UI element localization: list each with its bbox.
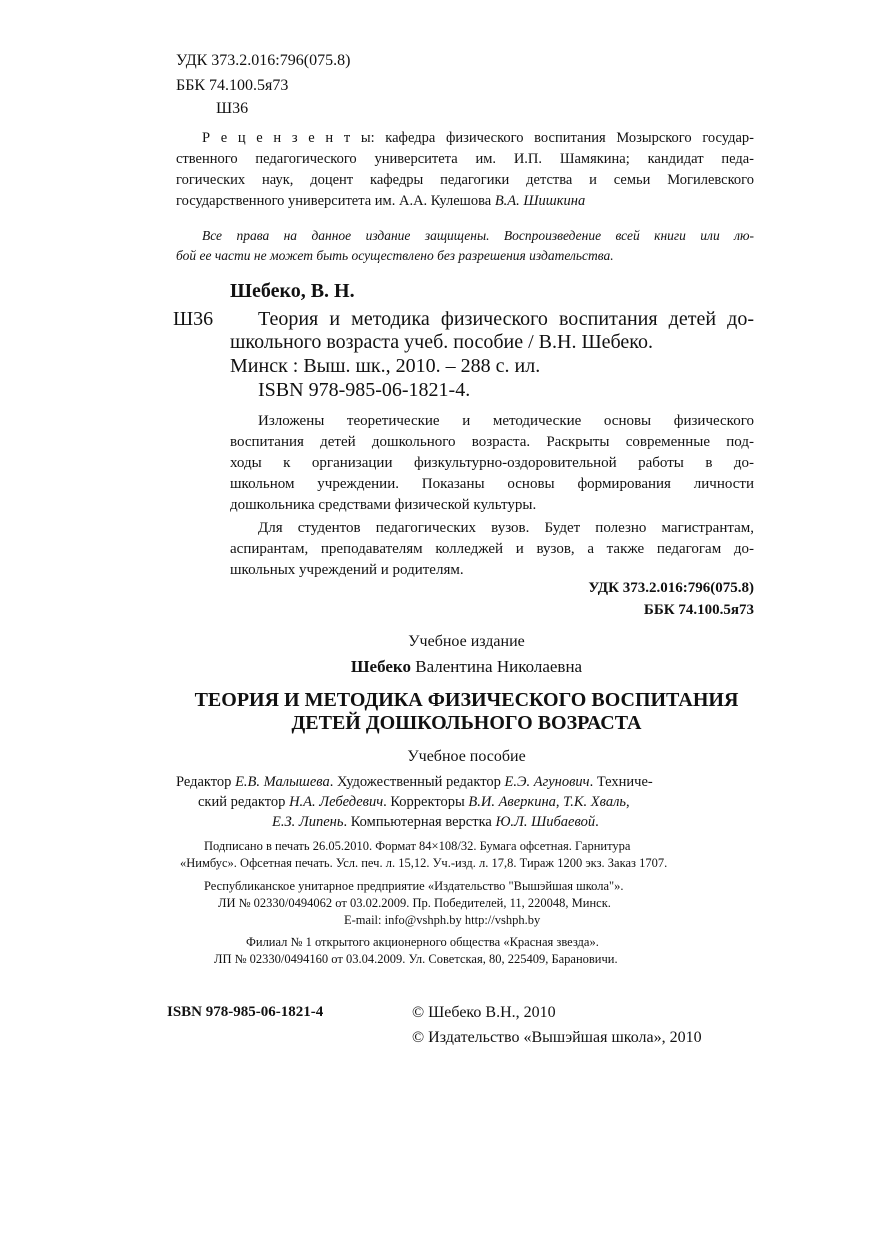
audience-line: Для студентов педагогических вузов. Будет полезно магистрантам,	[258, 520, 754, 536]
book-title-line2: ДЕТЕЙ ДОШКОЛЬНОГО ВОЗРАСТА	[291, 712, 642, 734]
rights-line: Все права на данное издание защищены. Воспроизведение всей книги или лю-	[202, 228, 754, 243]
person-name: Ю.Л. Шибаевой	[495, 814, 596, 830]
bbk-code: ББК 74.100.5я73	[176, 77, 289, 94]
printer-line: Филиал № 1 открытого акционерного общества «Красная звезда».	[246, 935, 599, 949]
audience-line: школьных учреждений и родителям.	[230, 562, 464, 578]
audience-line: аспирантам, преподавателям колледжей и вузов, а также педагогам до-	[230, 541, 754, 557]
person-name: Е.В. Малышева	[235, 774, 330, 790]
book-subtitle: Учебное пособие	[407, 748, 526, 765]
reviewers-line: Р е ц е н з е н т ы: кафедра физического воспитания Мозырского государ-	[202, 130, 754, 146]
person-name: Е.З. Липень	[272, 814, 344, 830]
printer-line: ЛП № 02330/0494160 от 03.04.2009. Ул. Советская, 80, 225409, Барановичи.	[214, 952, 618, 966]
edition-type: Учебное издание	[408, 633, 525, 650]
udk-code: УДК 373.2.016:796(075.8)	[176, 52, 351, 69]
copyright-author: © Шебеко В.Н., 2010	[412, 1004, 556, 1021]
person-name: Е.Э. Агунович	[504, 774, 590, 790]
print-info-line: «Нимбус». Офсетная печать. Усл. печ. л. 15,12. Уч.-изд. л. 17,8. Тираж 1200 экз. Заказ 1707.	[180, 856, 668, 870]
bib-mark: Ш36	[173, 308, 214, 330]
reviewers-line: гогических наук, доцент кафедры педагогики детства и семьи Могилевского	[176, 172, 754, 188]
copyright-publisher: © Издательство «Вышэйшая школа», 2010	[412, 1029, 702, 1046]
reviewers-line: ственного педагогического университета им. И.П. Шамякина; кандидат педа-	[176, 151, 754, 167]
bib-author: Шебеко, В. Н.	[230, 280, 355, 302]
author-mark: Ш36	[216, 100, 249, 117]
bib-title-line: Теория и методика физического воспитания детей до-	[258, 308, 754, 330]
author-full-name	[0, 658, 879, 675]
bbk-code-right: ББК 74.100.5я73	[643, 602, 754, 618]
abstract-line: ходы к организации физкультурно-оздоровительной работы в до-	[230, 455, 754, 471]
footer-isbn: ISBN 978-985-06-1821-4	[167, 1004, 324, 1020]
abstract-line: Изложены теоретические и методические основы физического	[258, 413, 754, 429]
editors-line: Редактор Е.В. Малышева. Художественный редактор Е.Э. Агунович. Техниче-	[176, 774, 653, 790]
publisher-contacts: E-mail: info@vshph.by http://vshph.by	[344, 913, 541, 927]
person-name: В.А. Шишкина	[494, 193, 586, 209]
person-name: Т.К. Хваль	[563, 794, 627, 810]
udk-code-right: УДК 373.2.016:796(075.8)	[588, 580, 754, 596]
rights-line: бой ее части не может быть осуществлено без разрешения издательства.	[176, 248, 614, 263]
book-title-line1: ТЕОРИЯ И МЕТОДИКА ФИЗИЧЕСКОГО ВОСПИТАНИЯ	[194, 689, 739, 711]
person-name: В.И. Аверкина	[468, 794, 556, 810]
author-surname: Шебеко	[350, 657, 411, 676]
print-info-line: Подписано в печать 26.05.2010. Формат 84×108/32. Бумага офсетная. Гарнитура	[204, 839, 631, 853]
abstract-line: школьном учреждении. Показаны основы формирования личности	[230, 476, 754, 492]
reviewers-line	[176, 194, 585, 209]
publisher-line: ЛИ № 02330/0494062 от 03.02.2009. Пр. Победителей, 11, 220048, Минск.	[218, 896, 611, 910]
abstract-line: воспитания детей дошкольного возраста. Раскрыты современные под-	[230, 434, 754, 450]
author-given-names: Валентина Николаевна	[415, 657, 583, 676]
editors-line: Е.З. Липень. Компьютерная верстка Ю.Л. Шибаевой.	[272, 814, 599, 830]
bib-isbn: ISBN 978-985-06-1821-4.	[258, 379, 471, 401]
editors-line: ский редактор Н.А. Лебедевич. Корректоры В.И. Аверкина, Т.К. Хваль,	[198, 794, 630, 810]
bib-title-line: школьного возраста учеб. пособие / В.Н. Шебеко.	[230, 331, 653, 353]
person-name: Н.А. Лебедевич	[289, 794, 384, 810]
publisher-line: Республиканское унитарное предприятие «Издательство "Вышэйшая школа"».	[204, 879, 624, 893]
bib-imprint-line: Минск : Выш. шк., 2010. – 288 с. ил.	[230, 355, 541, 377]
reviewers-last-line: государственного университета им. А.А. Кулешова В.А. Шишкина	[176, 193, 586, 209]
abstract-line: дошкольника средствами физической культуры.	[230, 497, 537, 513]
